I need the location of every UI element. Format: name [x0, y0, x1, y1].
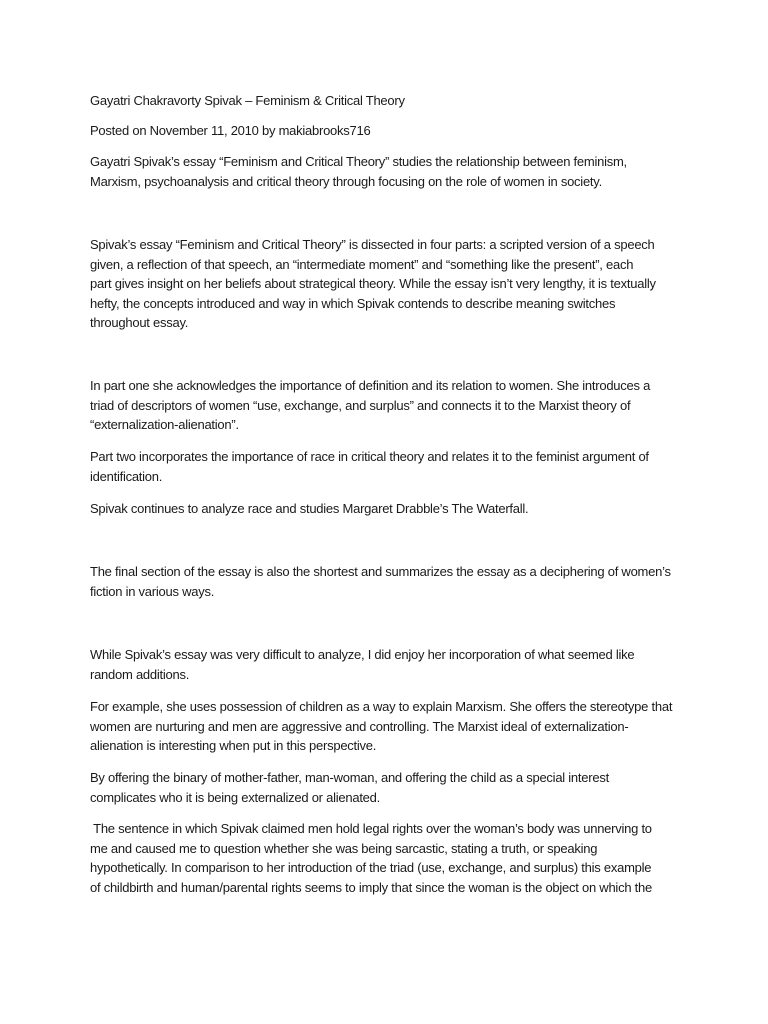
text-line: fiction in various ways. [90, 584, 215, 599]
text-line: hypothetically. In comparison to her introduction of the triad (use, exchange, and surplus) this example [90, 860, 652, 875]
text-line: triad of descriptors of women “use, exchange, and surplus” and connects it to the Marxist theory of [90, 398, 631, 413]
text-line: identification. [90, 469, 163, 484]
text-line: The sentence in which Spivak claimed men hold legal rights over the woman’s body was unnerving to [90, 821, 652, 836]
text-line: For example, she uses possession of children as a way to explain Marxism. She offers the stereotype that [90, 699, 673, 714]
text-line: given, a reflection of that speech, an “intermediate moment” and “something like the present”, each [90, 257, 634, 272]
text-line: Part two incorporates the importance of race in critical theory and relates it to the feminist argument of [90, 449, 649, 464]
text-line: alienation is interesting when put in this perspective. [90, 738, 377, 753]
text-line: By offering the binary of mother-father, man-woman, and offering the child as a special interest [90, 770, 609, 785]
document-title: Gayatri Chakravorty Spivak – Feminism & Critical Theory [90, 93, 405, 108]
text-line: throughout essay. [90, 315, 189, 330]
text-line: part gives insight on her beliefs about strategical theory. While the essay isn’t very lengthy, it is textually [90, 276, 656, 291]
text-line: In part one she acknowledges the importance of definition and its relation to women. She introduces a [90, 378, 651, 393]
text-line: The final section of the essay is also the shortest and summarizes the essay as a deciphering of women’s [90, 564, 671, 579]
text-line: Spivak’s essay “Feminism and Critical Theory” is dissected in four parts: a scripted version of a speech [90, 237, 655, 252]
text-line: women are nurturing and men are aggressive and controlling. The Marxist ideal of externalization- [90, 719, 629, 734]
text-line: “externalization-alienation”. [90, 417, 239, 432]
post-meta: Posted on November 11, 2010 by makiabrooks716 [90, 123, 371, 138]
text-line: me and caused me to question whether she was being sarcastic, stating a truth, or speaking [90, 841, 598, 856]
text-line: Spivak continues to analyze race and studies Margaret Drabble’s The Waterfall. [90, 501, 529, 516]
text-line: hefty, the concepts introduced and way in which Spivak contends to describe meaning switches [90, 296, 616, 311]
text-line: complicates who it is being externalized or alienated. [90, 790, 381, 805]
text-line: Gayatri Spivak’s essay “Feminism and Critical Theory” studies the relationship between feminism, [90, 154, 627, 169]
text-line: While Spivak’s essay was very difficult to analyze, I did enjoy her incorporation of what seemed like [90, 647, 635, 662]
text-line: Marxism, psychoanalysis and critical theory through focusing on the role of women in society. [90, 174, 602, 189]
text-line: of childbirth and human/parental rights seems to imply that since the woman is the object on which the [90, 880, 652, 895]
text-line: random additions. [90, 667, 190, 682]
